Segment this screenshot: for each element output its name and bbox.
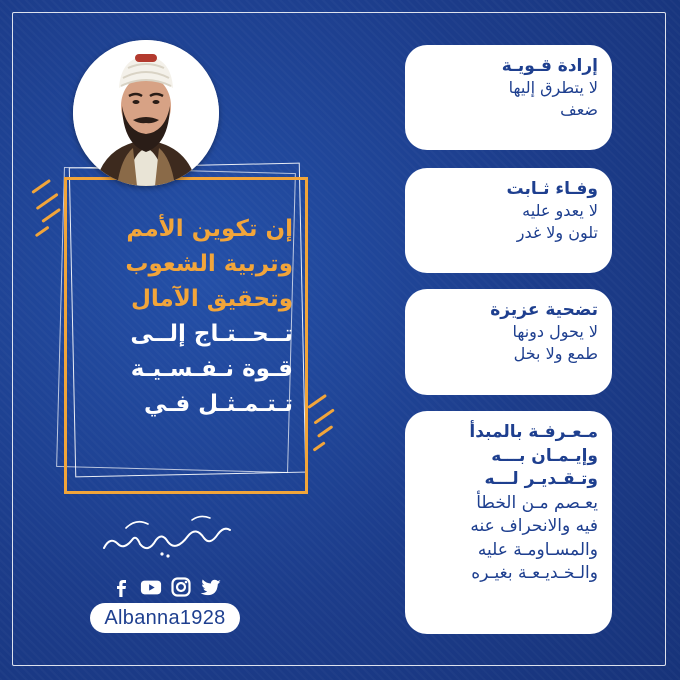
card-title-line2: وإيـمـان بـــه (491, 445, 598, 466)
card-body-line: يعـصم مـن الخطأ (476, 492, 598, 513)
quote-line: تــحــتـاج إلــى (130, 321, 293, 347)
youtube-icon[interactable] (140, 576, 162, 598)
card-sacrifice (405, 289, 612, 395)
card-body-line: والمسـاومـة عليه (477, 539, 598, 560)
quote-line: وتربية الشعوب (125, 251, 293, 277)
quote-line: تـتـمـثـل فـي (143, 391, 293, 417)
portrait-illustration (73, 40, 219, 186)
quote-line: وتحقيق الآمال (130, 286, 293, 312)
card-body-line: ضعف (560, 100, 598, 119)
facebook-icon[interactable] (110, 576, 132, 598)
twitter-icon[interactable] (200, 576, 222, 598)
card-title: مـعـرفـة بالمبدأ (469, 422, 598, 442)
card-body-line: والـخـديـعـة بغيـره (471, 563, 598, 583)
card-title: تضحية عزيزة (490, 300, 598, 320)
card-body-line: تلون ولا غدر (516, 223, 598, 242)
card-knowledge (405, 411, 612, 634)
card-body-line: لا يحول دونها (512, 322, 598, 341)
card-body-line: لا يعدو عليه (522, 201, 598, 220)
handwritten-signature (96, 510, 236, 562)
card-title-line3: وتـقـديـر لـــه (484, 469, 598, 489)
card-body-line: فيه والانحراف عنه (470, 516, 598, 536)
portrait-avatar (73, 40, 219, 186)
card-loyalty (405, 168, 612, 273)
card-title: إرادة قـويـة (501, 56, 598, 76)
card-strong-will (405, 45, 612, 150)
account-handle[interactable]: Albanna1928 (90, 603, 240, 633)
card-body-line: طمع ولا بخل (513, 344, 598, 363)
quote-line: إن تكوين الأمم (126, 216, 293, 242)
quote-line: قـوة نـفـسـيـة (130, 356, 293, 382)
main-quote (85, 212, 293, 422)
card-title: وفـاء ثـابت (506, 179, 598, 199)
card-body-line: لا يتطرق إليها (508, 78, 598, 97)
social-links (106, 573, 226, 601)
instagram-icon[interactable] (170, 576, 192, 598)
